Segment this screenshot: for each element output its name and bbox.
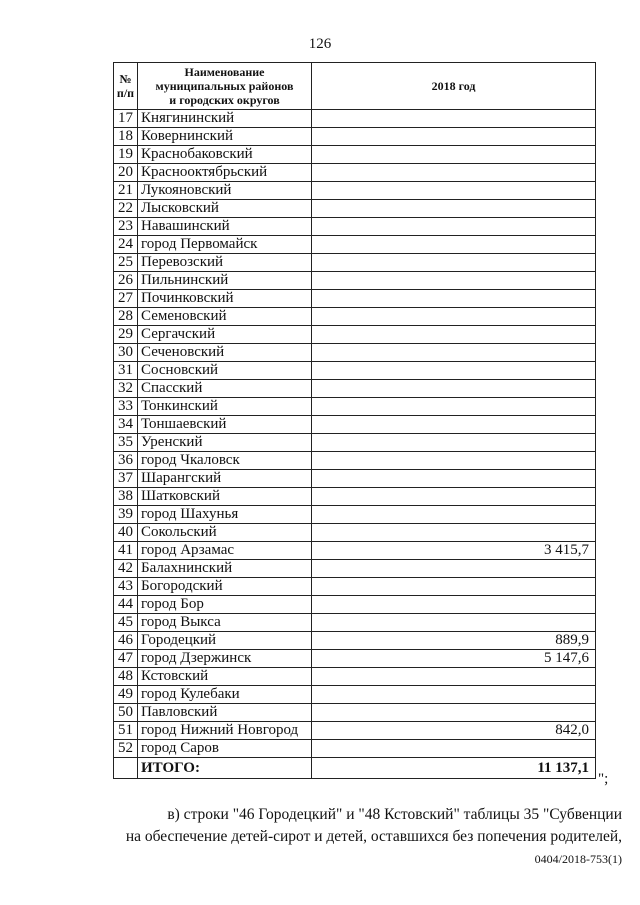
municipality-name: Лукояновский bbox=[138, 182, 312, 200]
row-value bbox=[312, 434, 596, 452]
municipality-name: Сергачский bbox=[138, 326, 312, 344]
table-row bbox=[114, 668, 596, 686]
row-number: 45 bbox=[114, 614, 138, 632]
row-value bbox=[312, 488, 596, 506]
row-value bbox=[312, 398, 596, 416]
row-number: 18 bbox=[114, 128, 138, 146]
row-number: 32 bbox=[114, 380, 138, 398]
table-row bbox=[114, 704, 596, 722]
municipality-name: Пильнинский bbox=[138, 272, 312, 290]
row-value bbox=[312, 560, 596, 578]
table-row bbox=[114, 254, 596, 272]
row-number: 27 bbox=[114, 290, 138, 308]
municipality-name: Спасский bbox=[138, 380, 312, 398]
row-number: 42 bbox=[114, 560, 138, 578]
row-value bbox=[312, 524, 596, 542]
municipality-name: Перевозский bbox=[138, 254, 312, 272]
row-number: 35 bbox=[114, 434, 138, 452]
municipality-name: Шарангский bbox=[138, 470, 312, 488]
header-municipality: Наименование муниципальных районов и городских округов bbox=[138, 63, 312, 110]
municipality-name: Ковернинский bbox=[138, 128, 312, 146]
municipality-name: Уренский bbox=[138, 434, 312, 452]
row-value bbox=[312, 362, 596, 380]
row-number: 19 bbox=[114, 146, 138, 164]
table-row bbox=[114, 614, 596, 632]
municipality-name: город Бор bbox=[138, 596, 312, 614]
total-label: ИТОГО: bbox=[138, 758, 312, 779]
municipality-name: Княгининский bbox=[138, 110, 312, 128]
header-year: 2018 год bbox=[312, 63, 596, 110]
municipality-name: Балахнинский bbox=[138, 560, 312, 578]
row-number: 50 bbox=[114, 704, 138, 722]
row-value: 889,9 bbox=[312, 632, 596, 650]
municipality-name: Тонкинский bbox=[138, 398, 312, 416]
table-row bbox=[114, 200, 596, 218]
row-value bbox=[312, 416, 596, 434]
row-value bbox=[312, 182, 596, 200]
table-row bbox=[114, 596, 596, 614]
table-row bbox=[114, 578, 596, 596]
row-value bbox=[312, 380, 596, 398]
row-value bbox=[312, 704, 596, 722]
table-row bbox=[114, 542, 596, 560]
row-number: 33 bbox=[114, 398, 138, 416]
table-row bbox=[114, 182, 596, 200]
row-value bbox=[312, 146, 596, 164]
paragraph-line-1: в) строки "46 Городецкий" и "48 Кстовский" таблицы 35 "Субвенции bbox=[167, 806, 622, 823]
table-row bbox=[114, 488, 596, 506]
page-number: 126 bbox=[308, 36, 332, 52]
municipality-name: Краснооктябрьский bbox=[138, 164, 312, 182]
row-number: 46 bbox=[114, 632, 138, 650]
table-row bbox=[114, 560, 596, 578]
municipality-name: Лысковский bbox=[138, 200, 312, 218]
table-row bbox=[114, 218, 596, 236]
row-number: 29 bbox=[114, 326, 138, 344]
table-row bbox=[114, 164, 596, 182]
row-number: 36 bbox=[114, 452, 138, 470]
municipality-name: Городецкий bbox=[138, 632, 312, 650]
row-value bbox=[312, 254, 596, 272]
row-number: 23 bbox=[114, 218, 138, 236]
municipality-name: Сосновский bbox=[138, 362, 312, 380]
municipality-name: город Арзамас bbox=[138, 542, 312, 560]
row-value bbox=[312, 236, 596, 254]
municipality-name: Богородский bbox=[138, 578, 312, 596]
table-row bbox=[114, 470, 596, 488]
row-number: 30 bbox=[114, 344, 138, 362]
row-number: 28 bbox=[114, 308, 138, 326]
table-row bbox=[114, 326, 596, 344]
row-value bbox=[312, 596, 596, 614]
row-number: 31 bbox=[114, 362, 138, 380]
row-number: 34 bbox=[114, 416, 138, 434]
row-number: 48 bbox=[114, 668, 138, 686]
municipality-name: Шатковский bbox=[138, 488, 312, 506]
row-value bbox=[312, 578, 596, 596]
row-value bbox=[312, 686, 596, 704]
table-row bbox=[114, 398, 596, 416]
total-value: 11 137,1 bbox=[312, 758, 596, 779]
row-value bbox=[312, 164, 596, 182]
table-row bbox=[114, 650, 596, 668]
row-number: 38 bbox=[114, 488, 138, 506]
row-number: 22 bbox=[114, 200, 138, 218]
row-value bbox=[312, 614, 596, 632]
row-value bbox=[312, 326, 596, 344]
table-row bbox=[114, 344, 596, 362]
table-row bbox=[114, 110, 596, 128]
row-value bbox=[312, 740, 596, 758]
row-number: 44 bbox=[114, 596, 138, 614]
row-value bbox=[312, 452, 596, 470]
municipality-name: Починковский bbox=[138, 290, 312, 308]
row-number: 41 bbox=[114, 542, 138, 560]
table-row bbox=[114, 524, 596, 542]
table-header-row bbox=[114, 63, 596, 110]
paragraph-line-2: на обеспечение детей-сирот и детей, оставшихся без попечения родителей, bbox=[125, 828, 622, 845]
row-number: 52 bbox=[114, 740, 138, 758]
row-number: 39 bbox=[114, 506, 138, 524]
row-number: 17 bbox=[114, 110, 138, 128]
table-row bbox=[114, 308, 596, 326]
total-row bbox=[114, 758, 596, 779]
document-code: 0404/2018-753(1) bbox=[534, 852, 622, 866]
row-value bbox=[312, 272, 596, 290]
municipality-name: Семеновский bbox=[138, 308, 312, 326]
municipality-name: город Саров bbox=[138, 740, 312, 758]
municipality-name: Сокольский bbox=[138, 524, 312, 542]
table-row bbox=[114, 128, 596, 146]
row-value bbox=[312, 470, 596, 488]
row-value bbox=[312, 506, 596, 524]
table-row bbox=[114, 434, 596, 452]
row-value bbox=[312, 668, 596, 686]
municipality-name: Краснобаковский bbox=[138, 146, 312, 164]
municipality-name: Навашинский bbox=[138, 218, 312, 236]
municipality-name: город Выкса bbox=[138, 614, 312, 632]
row-value bbox=[312, 290, 596, 308]
row-number: 25 bbox=[114, 254, 138, 272]
row-number: 43 bbox=[114, 578, 138, 596]
row-value bbox=[312, 218, 596, 236]
row-value bbox=[312, 110, 596, 128]
municipality-name: город Кулебаки bbox=[138, 686, 312, 704]
table-row bbox=[114, 146, 596, 164]
row-value bbox=[312, 344, 596, 362]
row-value: 5 147,6 bbox=[312, 650, 596, 668]
table-row bbox=[114, 722, 596, 740]
table-row bbox=[114, 416, 596, 434]
row-number: 37 bbox=[114, 470, 138, 488]
municipality-name: Тоншаевский bbox=[138, 416, 312, 434]
row-number: 51 bbox=[114, 722, 138, 740]
row-number: 49 bbox=[114, 686, 138, 704]
municipality-name: город Первомайск bbox=[138, 236, 312, 254]
row-number: 47 bbox=[114, 650, 138, 668]
subvention-table bbox=[113, 62, 596, 779]
table-row bbox=[114, 452, 596, 470]
table-row bbox=[114, 740, 596, 758]
table-row bbox=[114, 632, 596, 650]
row-number: 26 bbox=[114, 272, 138, 290]
total-number-cell bbox=[114, 758, 138, 779]
municipality-name: Сеченовский bbox=[138, 344, 312, 362]
table-row bbox=[114, 380, 596, 398]
table-row bbox=[114, 362, 596, 380]
municipality-name: Павловский bbox=[138, 704, 312, 722]
row-value bbox=[312, 128, 596, 146]
row-number: 40 bbox=[114, 524, 138, 542]
row-value bbox=[312, 308, 596, 326]
municipality-name: город Дзержинск bbox=[138, 650, 312, 668]
row-number: 20 bbox=[114, 164, 138, 182]
municipality-name: город Шахунья bbox=[138, 506, 312, 524]
table-row bbox=[114, 236, 596, 254]
row-value bbox=[312, 200, 596, 218]
row-value: 842,0 bbox=[312, 722, 596, 740]
row-value: 3 415,7 bbox=[312, 542, 596, 560]
table-row bbox=[114, 272, 596, 290]
row-number: 24 bbox=[114, 236, 138, 254]
header-number: № п/п bbox=[114, 63, 138, 110]
municipality-name: город Нижний Новгород bbox=[138, 722, 312, 740]
row-number: 21 bbox=[114, 182, 138, 200]
table-body bbox=[114, 110, 596, 758]
table-row bbox=[114, 290, 596, 308]
municipality-name: город Чкаловск bbox=[138, 452, 312, 470]
closing-quote: "; bbox=[598, 771, 609, 787]
table-row bbox=[114, 686, 596, 704]
municipality-name: Кстовский bbox=[138, 668, 312, 686]
table-row bbox=[114, 506, 596, 524]
